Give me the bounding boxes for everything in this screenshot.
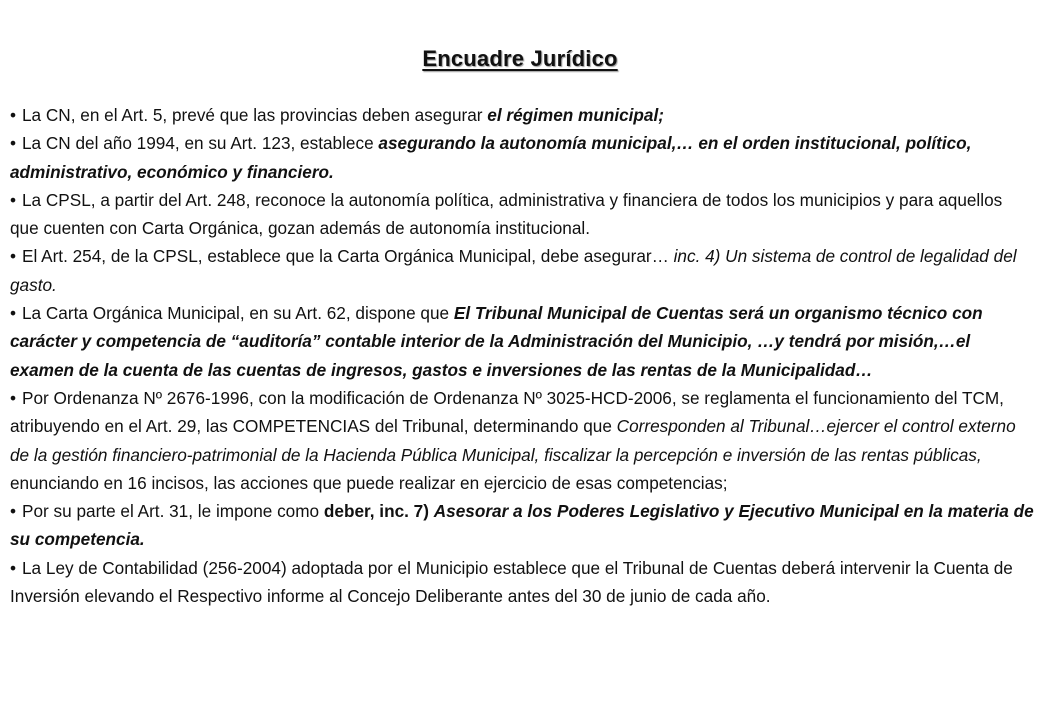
bullet-7-emphasis: Asesorar a los Poderes Legislativo y Ejecutivo Municipal en la materia de su competencia.	[10, 501, 1034, 550]
bullet-item-7	[10, 497, 1034, 554]
bullet-8-text: La Ley de Contabilidad (256-2004) adoptada por el Municipio establece que el Tribunal de Cuentas deberá intervenir la Cuenta de Inversión elevando el Respectivo informe al Concejo Deliberante antes del 30 de junio de cada año.	[10, 557, 1013, 607]
bullet-6-emphasis: Corresponden al Tribunal…ejercer el control externo de la gestión financiero-patrimonial de la Hacienda Pública Municipal, fiscalizar la percepción e inversión de las rentas públicas,	[10, 416, 1016, 465]
bullet-icon: •	[10, 387, 17, 408]
bullet-2-emphasis: asegurando la autonomía municipal,… en el orden institucional, político, administrativo, económico y financiero.	[10, 133, 972, 182]
bullet-1-emphasis: el régimen municipal;	[487, 105, 664, 125]
bullet-icon: •	[10, 189, 17, 210]
bullet-item-5	[10, 299, 1034, 384]
bullet-icon: •	[10, 501, 17, 522]
bullet-4-text: El Art. 254, de la CPSL, establece que la Carta Orgánica Municipal, debe asegurar…	[22, 246, 674, 267]
bullet-item-2	[10, 129, 1034, 186]
page-title: Encuadre Jurídico	[422, 46, 618, 71]
bullet-icon: •	[10, 557, 17, 578]
bullet-3-text: La CPSL, a partir del Art. 248, reconoce la autonomía política, administrativa y financiera de todos los municipios y para aquellos que cuenten con Carta Orgánica, gozan además de autonomía institucional.	[10, 189, 1003, 239]
bullet-6-text: Por Ordenanza Nº 2676-1996, con la modificación de Ordenanza Nº 3025-HCD-2006, se reglamenta el funcionamiento del TCM, atribuyendo en el Art. 29, las COMPETENCIAS del Tribunal, determinando que	[10, 387, 1004, 437]
bullet-4-emphasis: inc. 4) Un sistema de control de legalidad del gasto.	[10, 246, 1017, 295]
bullet-6-tail: enunciando en 16 incisos, las acciones que puede realizar en ejercicio de esas competencias;	[10, 472, 728, 493]
bullet-icon: •	[10, 105, 17, 125]
bullet-item-4	[10, 242, 1034, 299]
bullet-item-6	[10, 384, 1034, 497]
bullet-item-8	[10, 554, 1034, 611]
bullet-item-3	[10, 186, 1034, 243]
bullet-icon: •	[10, 303, 17, 324]
bullet-icon: •	[10, 246, 17, 267]
bullet-7-text: Por su parte el Art. 31, le impone como	[22, 501, 324, 522]
bullet-7-bold: deber, inc. 7)	[323, 501, 434, 522]
bullet-5-emphasis: El Tribunal Municipal de Cuentas será un organismo técnico con carácter y competencia de “auditoría” contable interior de la Administración del Municipio, …y tendrá por misión,…el examen de la cuenta de las cuentas de ingresos, gastos e inversiones de las rentas de la Municipalidad…	[10, 303, 983, 380]
bullet-item-1	[10, 101, 1034, 129]
bullet-5-text: La Carta Orgánica Municipal, en su Art. 62, dispone que	[22, 303, 454, 324]
document-body	[10, 101, 1034, 610]
bullet-2-text: La CN del año 1994, en su Art. 123, establece	[22, 133, 379, 154]
bullet-icon: •	[10, 133, 17, 154]
bullet-1-text: La CN, en el Art. 5, prevé que las provincias deben asegurar	[22, 105, 488, 125]
